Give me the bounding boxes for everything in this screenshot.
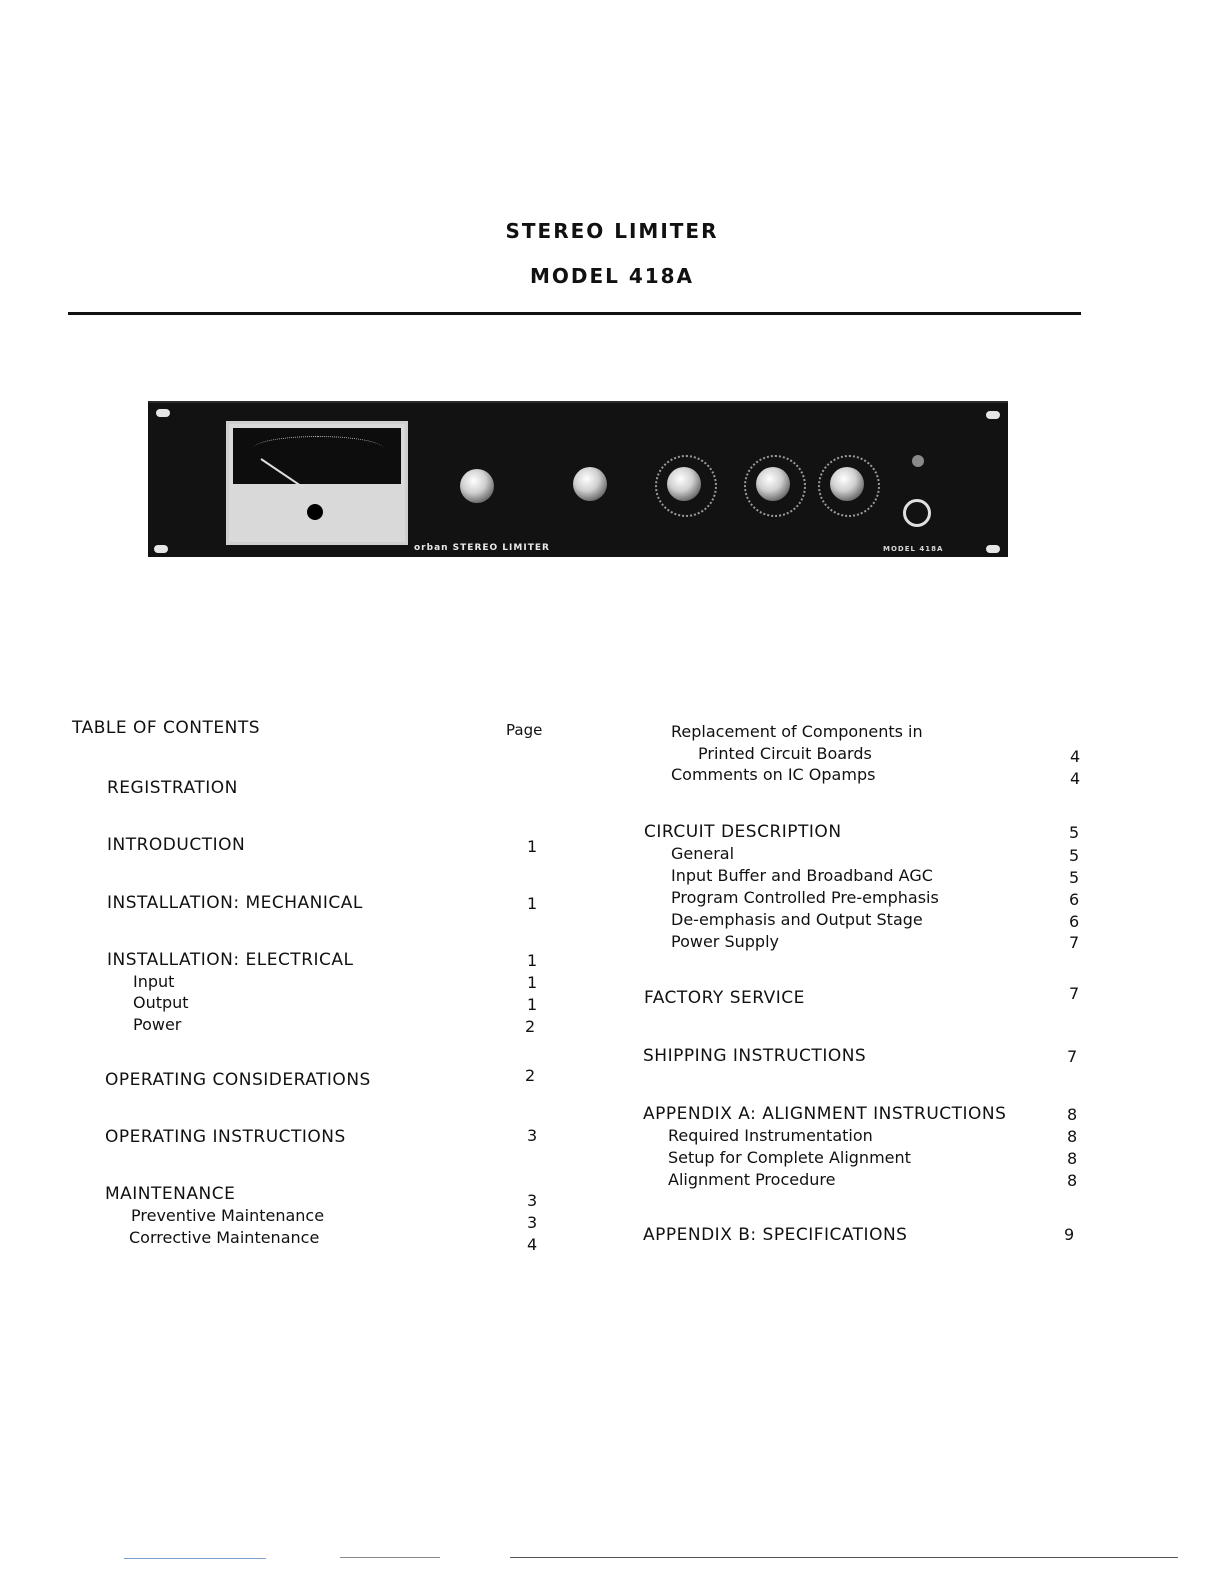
toc-page-number: 4 [527,1235,538,1254]
toc-entry: INTRODUCTION [107,835,246,855]
toc-page-number: 8 [1067,1149,1078,1168]
toc-page-number: 2 [525,1066,536,1085]
toc-entry: MAINTENANCE [105,1184,236,1204]
toc-page-number: 1 [527,894,538,913]
toc-page-number: 3 [527,1191,538,1210]
model-subtitle: MODEL 418A [529,264,695,288]
toc-page-number: 5 [1069,823,1080,842]
panel-model: MODEL 418A [883,545,944,553]
toc-subentry: Input Buffer and Broadband AGC [671,866,933,885]
document-title: STEREO LIMITER [505,219,719,243]
toc-page-number: 4 [1070,747,1081,766]
toc-page-number: 1 [527,951,538,970]
page-column-label: Page [506,721,543,739]
toc-subentry: Program Controlled Pre-emphasis [671,888,939,907]
rack-screw [154,545,168,553]
rack-screw [986,411,1000,419]
toc-page-number: 1 [527,995,538,1014]
toc-page-number: 4 [1070,769,1081,788]
toc-subentry: Input [133,972,175,991]
toc-page-number: 6 [1069,912,1080,931]
toc-entry: SHIPPING INSTRUCTIONS [643,1046,867,1066]
meter-function-knob [460,469,494,503]
toc-page-number: 1 [527,837,538,856]
meter-face [233,428,401,484]
toc-heading: TABLE OF CONTENTS [72,718,261,738]
toc-page-number: 9 [1064,1225,1075,1244]
toc-entry: REGISTRATION [107,778,238,798]
toc-page-number: 7 [1069,984,1080,1003]
toc-entry: OPERATING CONSIDERATIONS [105,1070,371,1090]
release-time-knob [667,467,701,501]
footer-line [124,1558,266,1559]
power-led [912,455,924,467]
toc-page-number: 8 [1067,1105,1078,1124]
toc-subentry: Setup for Complete Alignment [668,1148,911,1167]
toc-entry: APPENDIX A: ALIGNMENT INSTRUCTIONS [643,1104,1007,1124]
toc-page-number: 5 [1069,846,1080,865]
toc-subentry: General [671,844,735,863]
toc-page-number: 7 [1069,933,1080,952]
footer-line [340,1557,440,1558]
toc-entry: CIRCUIT DESCRIPTION [644,822,842,842]
title-rule [68,312,1081,315]
power-switch-icon [903,499,931,527]
toc-page-number: 2 [525,1017,536,1036]
toc-page-number: 7 [1067,1047,1078,1066]
toc-subentry: Power Supply [671,932,779,951]
toc-subentry: Replacement of Components in [671,722,923,741]
input-atten-knob [756,467,790,501]
toc-page-number: 3 [527,1126,538,1145]
toc-subentry: Printed Circuit Boards [698,744,872,763]
toc-subentry: De-emphasis and Output Stage [671,910,923,929]
toc-subentry: Output [133,993,189,1012]
meter-scale [253,436,383,461]
toc-subentry: Comments on IC Opamps [671,765,876,784]
time-constant-knob [573,467,607,501]
vu-meter [226,421,408,545]
toc-page-number: 8 [1067,1127,1078,1146]
toc-subentry: Power [133,1015,182,1034]
toc-page-number: 8 [1067,1171,1078,1190]
toc-entry: INSTALLATION: ELECTRICAL [107,950,354,970]
toc-entry: FACTORY SERVICE [644,988,805,1008]
toc-page-number: 1 [527,973,538,992]
toc-page-number: 3 [527,1213,538,1232]
rack-screw [986,545,1000,553]
toc-page-number: 6 [1069,890,1080,909]
meter-zero-knob [307,504,323,520]
toc-entry: INSTALLATION: MECHANICAL [107,893,363,913]
panel-brand: orban STEREO LIMITER [414,543,550,553]
front-panel-photo [148,401,1008,557]
toc-entry: OPERATING INSTRUCTIONS [105,1127,346,1147]
toc-subentry: Corrective Maintenance [129,1228,320,1247]
output-atten-knob [830,467,864,501]
toc-page-number: 5 [1069,868,1080,887]
meter-needle [260,458,306,490]
rack-screw [156,409,170,417]
footer-line [510,1557,1178,1558]
toc-entry: APPENDIX B: SPECIFICATIONS [643,1225,908,1245]
toc-subentry: Preventive Maintenance [131,1206,325,1225]
toc-subentry: Alignment Procedure [668,1170,836,1189]
toc-subentry: Required Instrumentation [668,1126,873,1145]
